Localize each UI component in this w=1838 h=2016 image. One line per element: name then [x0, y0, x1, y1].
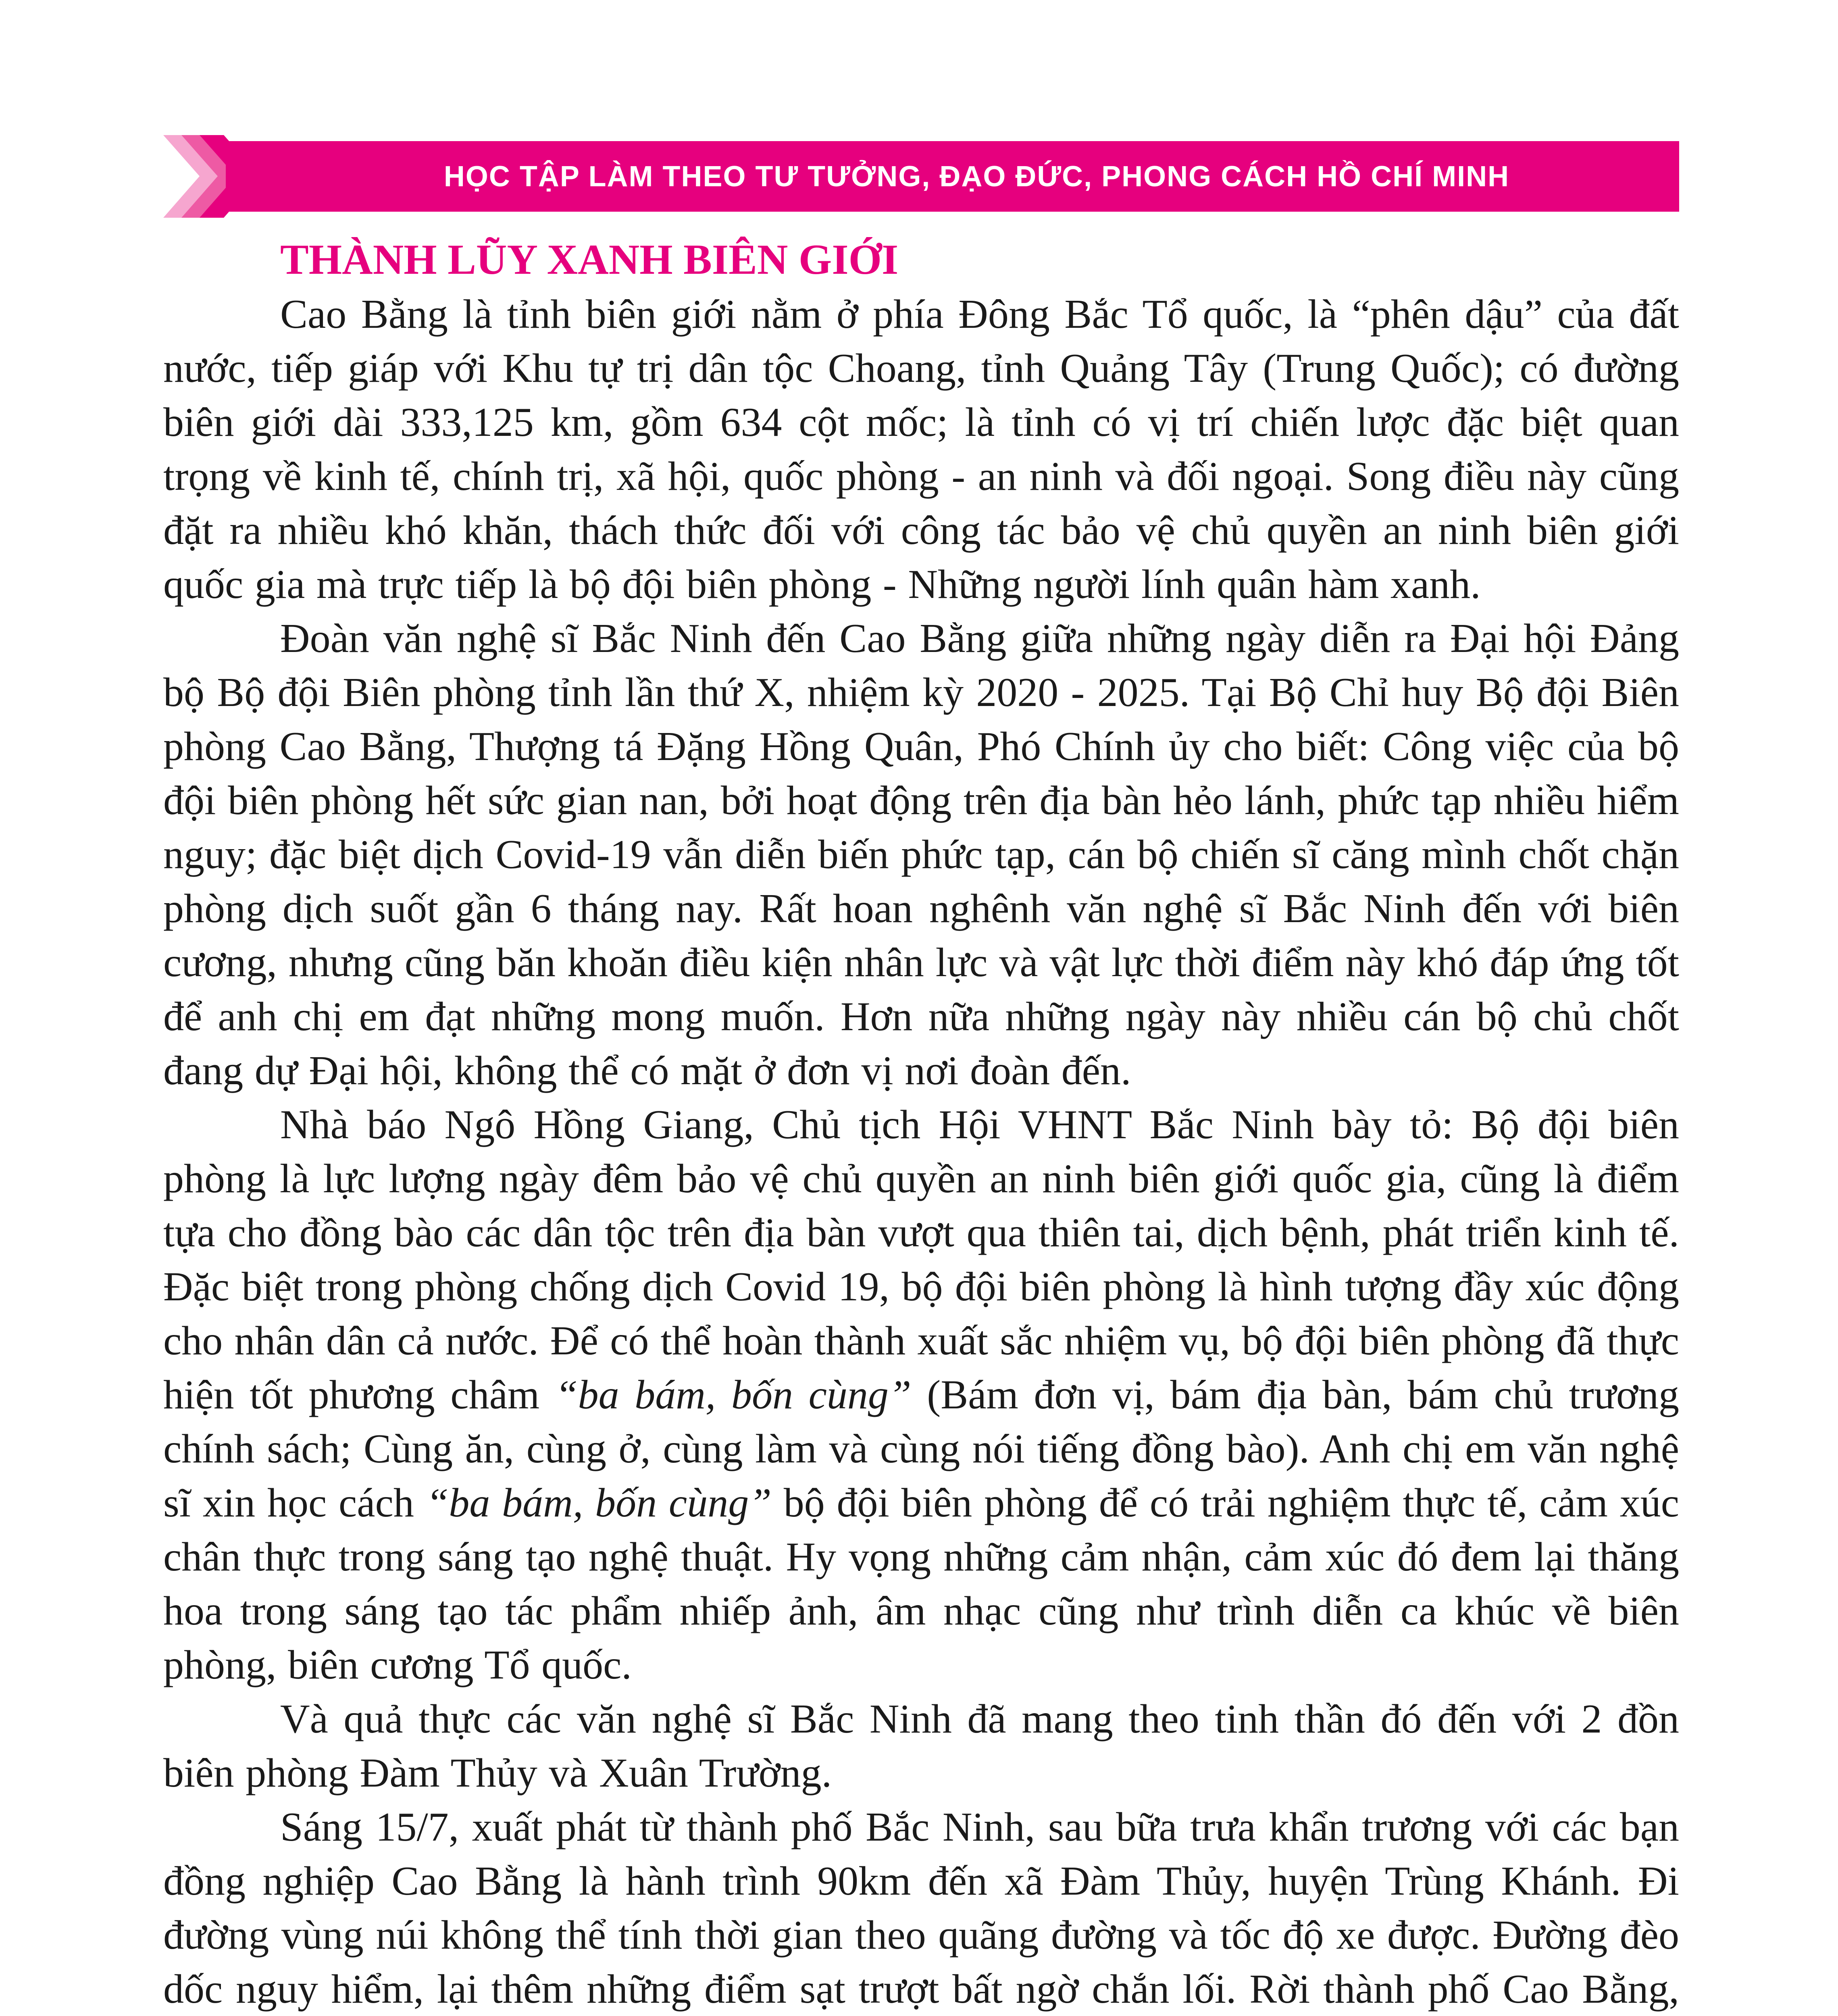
paragraph-5: Sáng 15/7, xuất phát từ thành phố Bắc Ninh, sau bữa trưa khẩn trương với các bạn đồng nghiệp Cao Bằng là hành trình 90km đến xã Đàm Thủy, huyện Trùng Khánh. Đi đường vùng núi không thể tính thời gian theo quãng đường và tốc độ xe được. Đường đèo dốc nguy hiểm, lại thêm những điểm sạt trượt bất ngờ chắn lối. Rời thành phố Cao Bằng,: [163, 1804, 1679, 2012]
paragraph-4: Và quả thực các văn nghệ sĩ Bắc Ninh đã mang theo tinh thần đó đến với 2 đồn biên phòng Đàm Thủy và Xuân Trường.: [163, 1696, 1679, 1796]
paragraph-3-quote-2: “ba bám, bốn cùng”: [426, 1480, 772, 1526]
section-banner: [226, 141, 1679, 212]
paragraph-3-part-c: bộ đội biên phòng để có trải nghiệm thực tế, cảm xúc chân thực trong sáng tạo nghệ thuật. Hy vọng những cảm nhận, cảm xúc đó đem lại thăng hoa trong sáng tạo tác phẩm nhiếp ảnh, âm nhạc cũng như trình diễn ca khúc về biên phòng, biên cương Tổ quốc.: [163, 1480, 1680, 1688]
paragraph-3-part-a: Nhà báo Ngô Hồng Giang, Chủ tịch Hội VHNT Bắc Ninh bày tỏ: Bộ đội biên phòng là lực lượng ngày đêm bảo vệ chủ quyền an ninh biên giới quốc gia, cũng là điểm tựa cho đồng bào các dân tộc trên địa bàn vượt qua thiên tai, dịch bệnh, phát triển kinh tế. Đặc biệt trong phòng chống dịch Covid 19, bộ đội biên phòng là hình tượng đầy xúc động cho nhân dân cả nước. Để có thể hoàn thành xuất sắc nhiệm vụ, bộ đội biên phòng đã thực hiện tốt phương châm: [163, 1102, 1679, 1418]
paragraph-2: Đoàn văn nghệ sĩ Bắc Ninh đến Cao Bằng giữa những ngày diễn ra Đại hội Đảng bộ Bộ đội Biên phòng tỉnh lần thứ X, nhiệm kỳ 2020 - 2025. Tại Bộ Chỉ huy Bộ đội Biên phòng Cao Bằng, Thượng tá Đặng Hồng Quân, Phó Chính ủy cho biết: Công việc của bộ đội biên phòng hết sức gian nan, bởi hoạt động trên địa bàn hẻo lánh, phức tạp nhiều hiểm nguy; đặc biệt dịch Covid-19 vẫn diễn biến phức tạp, cán bộ chiến sĩ căng mình chốt chặn phòng dịch suốt gần 6 tháng nay. Rất hoan nghênh văn nghệ sĩ Bắc Ninh đến với biên cương, nhưng cũng băn khoăn điều kiện nhân lực và vật lực thời điểm này khó đáp ứng tốt để anh chị em đạt những mong muốn. Hơn nữa những ngày này nhiều cán bộ chủ chốt đang dự Đại hội, không thể có mặt ở đơn vị nơi đoàn đến.: [163, 616, 1679, 1093]
article-title: THÀNH LŨY XANH BIÊN GIỚI: [280, 236, 899, 283]
section-banner-text: HỌC TẬP LÀM THEO TƯ TƯỞNG, ĐẠO ĐỨC, PHONG CÁCH HỒ CHÍ MINH: [443, 160, 1510, 193]
article-body: [163, 232, 1679, 2016]
paragraph-3-quote-1: “ba bám, bốn cùng”: [555, 1372, 912, 1418]
paragraph-3: [163, 1098, 1679, 1692]
paragraph-3-part-b: (Bám đơn vị, bám địa bàn, bám chủ trương chính sách; Cùng ăn, cùng ở, cùng làm và cùng nói tiếng đồng bào). Anh chị em văn nghệ sĩ xin học cách: [163, 1372, 1679, 1526]
paragraph-1: Cao Bằng là tỉnh biên giới nằm ở phía Đông Bắc Tổ quốc, là “phên dậu” của đất nước, tiếp giáp với Khu tự trị dân tộc Choang, tỉnh Quảng Tây (Trung Quốc); có đường biên giới dài 333,125 km, gồm 634 cột mốc; là tỉnh có vị trí chiến lược đặc biệt quan trọng về kinh tế, chính trị, xã hội, quốc phòng - an ninh và đối ngoại. Song điều này cũng đặt ra nhiều khó khăn, thách thức đối với công tác bảo vệ chủ quyền an ninh biên giới quốc gia mà trực tiếp là bộ đội biên phòng - Những người lính quân hàm xanh.: [163, 292, 1679, 607]
